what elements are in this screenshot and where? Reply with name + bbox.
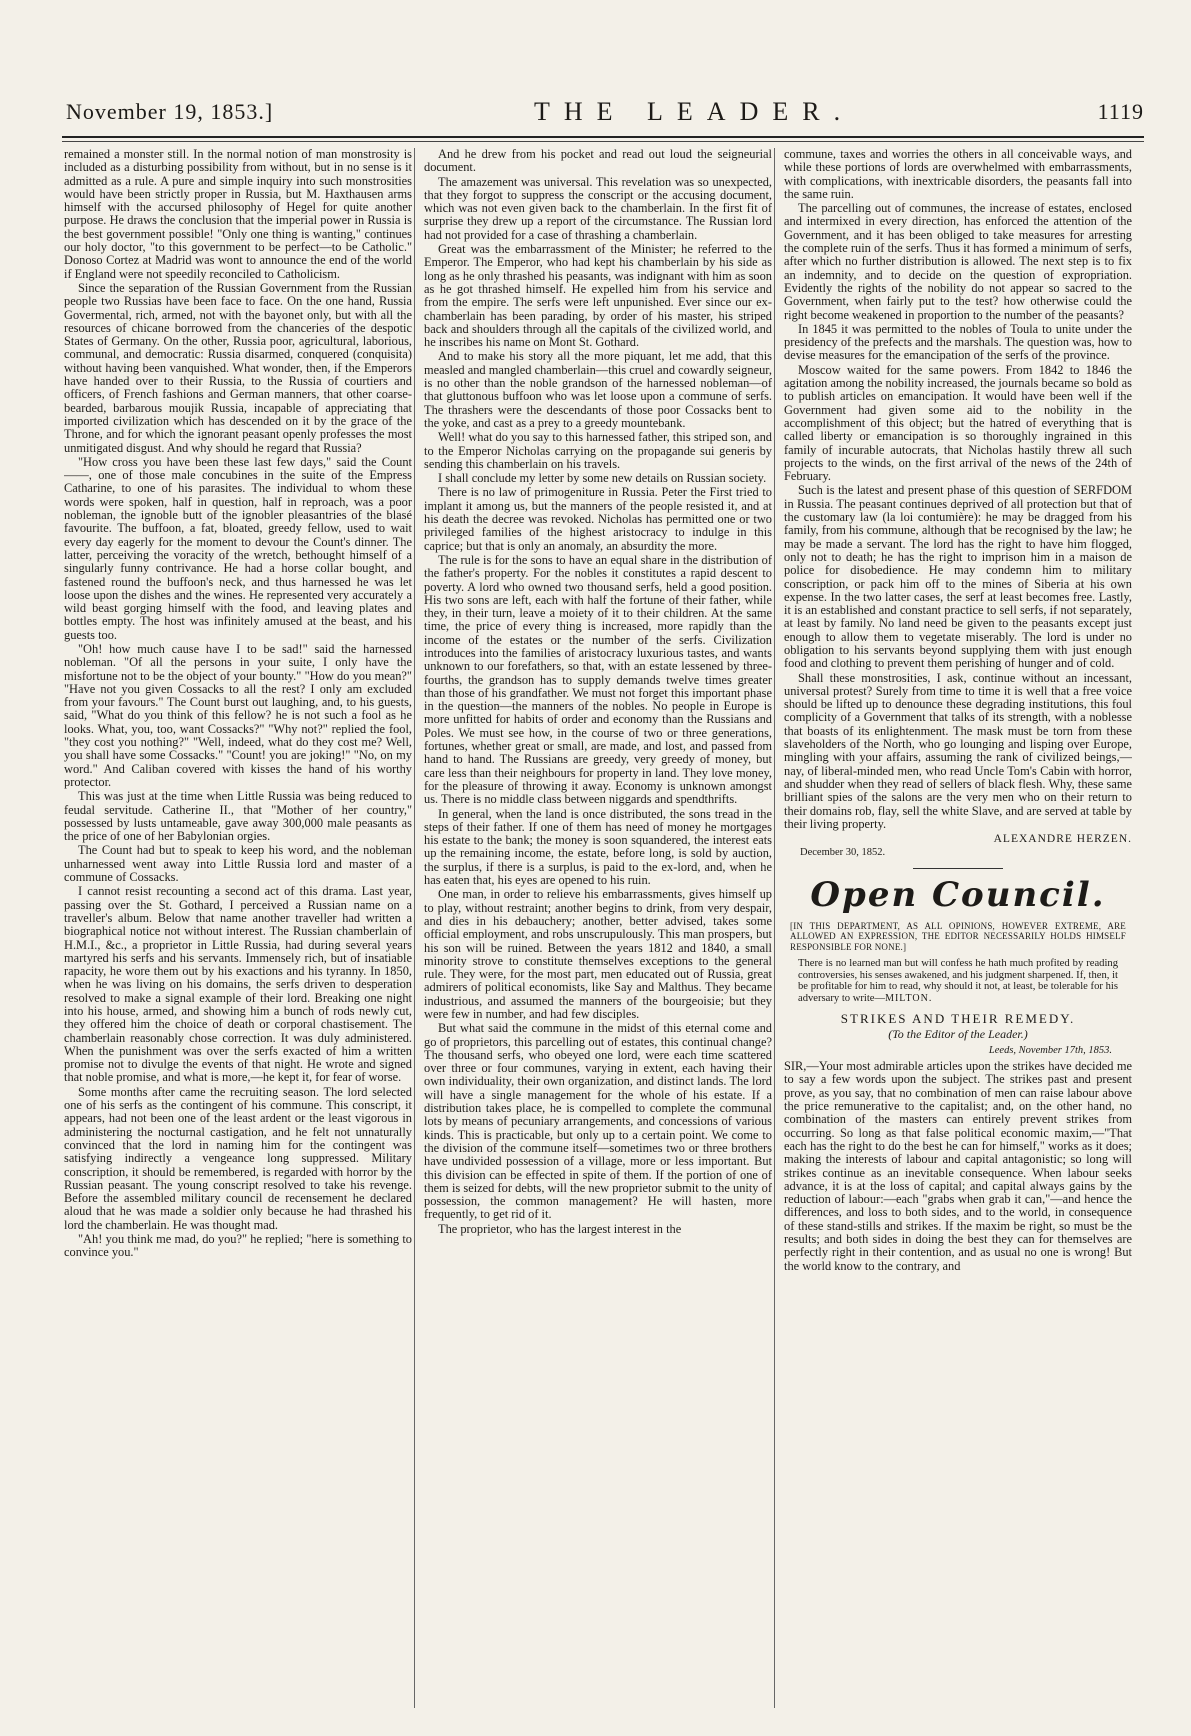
- paragraph: SIR,—Your most admirable articles upon the strikes have decided me to say a few words upon the subject. The strikes past and present prove, as you say, that no combination of men can raise labour above the price remunerative to the capitalist; and, on the other hand, no combination of the masters can entirely prevent strikes from occurring. So long as that false political economic maxim,—"That each has the right to do the best he can for himself," works as it does; making the interests of labour and capital antagonistic; so long will strikes continue as an inevitable consequence. When labour seeks advance, it is at the loss of capital; and capital always gains by the reduction of labour:—each "grabs when grab it can,"—and hence the differences, and loss to both sides, and to the world, in consequence of these stand-stills and strikes. If the maxim be right, so must be the results; and both sides in doing the best they can for themselves are perfectly right in their contention, and as usual no one is wrong! But the world know to the contrary, and: [784, 1059, 1132, 1273]
- paragraph: I shall conclude my letter by some new details on Russian society.: [438, 471, 767, 486]
- paragraph: Some months after came the recruiting season. The lord selected one of his serfs as the contingent of his commune. This conscript, it appears, had not been one of the least ardent or the least vigorous in administering the nocturnal castigation, and he felt not unnaturally convinced that the lord in naming him for the contingent was satisfying indirectly a vengeance long suppressed. Military conscription, it should be remembered, is regarded with horror by the Russian peasant. The young conscript resolved to take his revenge. Before the assembled military council de recensement he declared aloud that he was made a soldier only because he had thrashed his lord the chamberlain. He was thought mad.: [64, 1084, 412, 1232]
- paragraph: Shall these monstrosities, I ask, continue without an incessant, universal protest? Surely from time to time it is well that a free voice should be lifted up to denounce these degrading institutions, this foul complicity of a Government that talks of its strength, with a noblesse that boasts of its enlightenment. The mask must be torn from these slaveholders of the North, who go lounging and lisping over Europe, mingling with your affairs, assuming the rank of civilized beings,—nay, of liberal-minded men, who read Uncle Tom's Cabin with horror, and shudder when they read of sellers of black flesh. Why, these same brilliant spies of the salons are the very men who on their return to their domains rob, flay, sell the white Slave, and are served at table by their living property.: [784, 670, 1132, 831]
- paragraph: The amazement was universal. This revelation was so unexpected, that they forgot to suppress the conscript or the accusing document, which was not even given back to the chamberlain. In the first fit of surprise they drew up a report of the circumstance. The Russian lord had not provided for a case of thrashing a chamberlain.: [424, 174, 772, 242]
- strikes-subtitle: (To the Editor of the Leader.): [888, 1026, 1028, 1041]
- column-divider: [414, 148, 415, 1708]
- paragraph: remained a monster still. In the normal notion of man monstrosity is included as a disturbing possibility from without, but in no sense is it admitted as a rule. A pure and simple inquiry into such monstrosities would have been strictly proper in Russia, but M. Haxthausen arms himself with the accursed philosophy of Hegel for quite another purpose. He draws the conclusion that the imperial power in Russia is the best government possible! "Only one thing is wanting," continues our holy doctor, "to this government to be perfect—to be Catholic." Donoso Cortez at Madrid was wont to announce the end of the world if England were not speedily reconciled to Catholicism.: [64, 148, 412, 281]
- paragraph: Since the separation of the Russian Government from the Russian people two Russias have been face to face. On the one hand, Russia Govermental, rich, armed, not with the bayonet only, but with all the resources of chicane borrowed from the chanceries of the despotic States of Germany. On the other, Russia poor, agricultural, laborious, communal, and democratic: Russia disarmed, conquered (conquisita) without having been vanquished. What wonder, then, if the Emperors have handed over to their Russia, to the Russia of courtiers and officers, of French fashions and German manners, that other coarse-bearded, barbarous moujik Russia, incapable of appreciating that imported civilization which has descended on it by the grace of the Throne, and for which the ignorant peasant openly professes the most unmitigated disgust. And why should he regard that Russia?: [64, 280, 412, 455]
- paragraph: The rule is for the sons to have an equal share in the distribution of the father's property. For the nobles it constitutes a rapid descent to poverty. A lord who owned two thousand serfs, held a good position. His two sons are left, each with half the fortune of their father, while they, in their turn, leave a moiety of it to their children. At the same time, the price of every thing is increased, more rapidly than the income of the estates or the number of the serfs. Civilization introduces into the families of aristocracy luxurious tastes, and wants unknown to our forefathers, so that, with an estate lessened by three-fourths, the grandson has to supply demands twelve times greater than those of his grandfather. We must not forget this important phase in the question—the manners of the nobles. No people in Europe is more unfitted for habits of order and economy than the Russians and Poles. We must see how, in the course of two or three generations, fortunes, whether great or small, are made, and lost, and passed from hand to hand. The Russians are greedy, very greedy of money, but care less than their neighbours for property in land. They love money, for the pleasure of throwing it away. Economy is unknown amongst us. There is no middle class between niggards and spendthrifts.: [424, 552, 772, 807]
- milton-quote: [798, 958, 1118, 1004]
- column-3: [784, 148, 1132, 1708]
- page-number: 1119: [1097, 99, 1144, 124]
- signature-row: [784, 833, 1132, 846]
- section-rule: [913, 868, 1003, 869]
- paragraph: In 1845 it was permitted to the nobles of Toula to unite under the presidency of the prefects and the marshals. The question was, how to devise measures for the emancipation of the serfs of the province.: [784, 321, 1132, 363]
- paragraph: commune, taxes and worries the others in all conceivable ways, and while these portions of lords are overwhelmed with embarrassments, with complications, with inextricable disorders, the peasants fall into the same ruin.: [784, 148, 1132, 201]
- masthead-title: THE LEADER.: [534, 97, 855, 126]
- column-1: [64, 148, 412, 1708]
- paragraph: There is no law of primogeniture in Russia. Peter the First tried to implant it among us, but the manners of the people resisted it, and at his death the decree was revoked. Nicholas has permitted one or two privileged families of the highest aristocracy to indulge in this caprice; but that is only an anomaly, an absurdity the more.: [424, 485, 772, 553]
- author-signature: ALEXANDRE HERZEN.: [993, 833, 1132, 846]
- strikes-title: STRIKES AND THEIR REMEDY.: [840, 1011, 1076, 1027]
- issue-date: November 19, 1853.]: [66, 99, 274, 124]
- paragraph: I cannot resist recounting a second act of this drama. Last year, passing over the St. Gothard, I perceived a Russian name on a traveller's album. Below that name another traveller had written a biographical notice not without interest. The Russian chamberlain of H.M.I., &c., a proprietor in Little Russia, had during several years martyred his serfs and his servants. Immensely rich, but of insatiable rapacity, he wore them out by his exactions and his tyranny. In 1850, when he was living on his domains, the serfs driven to desperation resolved to make a signal example of their lord. Breaking one night into his house, armed, and showing him a bunch of rods newly cut, they offered him the choice of death or corporal chastisement. The chamberlain reasonably chose correction. It was duly administered. When the punishment was over the serfs exacted of him a written promise not to divulge the events of that night. He wrote and signed that noble promise, and what is more,—he kept it, for fear of worse.: [64, 884, 412, 1085]
- paragraph: "Ah! you think me mad, do you?" he replied; "here is something to convince you.": [64, 1232, 412, 1260]
- paragraph: And he drew from his pocket and read out loud the seigneurial document.: [424, 148, 772, 175]
- paragraph: The parcelling out of communes, the increase of estates, enclosed and intermixed in every direction, has enforced the attention of the Government, and it has been obliged to take measures for arresting the complete ruin of the serfs. Thus it has formed a minimum of serfs, after which no further distribution is allowed. The next step is to fix an indemnity, and to decide on the question of expropriation. Evidently the rights of the nobility do not appear so sacred to the Government, when fairly put to the test? how otherwise could the right become weakened in proportion to the number of the peasants?: [784, 201, 1132, 322]
- header-rule-thin: [62, 141, 1144, 142]
- paragraph: The Count had but to speak to keep his word, and the nobleman unharnessed went away into Little Russia lord and master of a commune of Cossacks.: [64, 843, 412, 885]
- paragraph: One man, in order to relieve his embarrassments, gives himself up to play, without restraint; another begins to drink, from very despair, and dies in his debauchery; another, better advised, takes some official employment, and robs unscrupulously. This man prospers, but his son will be ruined. Between the years 1812 and 1840, a small minority strove to constitute themselves exceptions to the general rule. They were, for the most part, men educated out of Russia, great admirers of political economists, like Say and Malthus. They became industrious, and assumed the manners of the bourgeoisie; but they were few in number, and had few disciples.: [424, 887, 772, 1021]
- column-2: [424, 148, 772, 1708]
- paragraph: Great was the embarrassment of the Minister; he referred to the Emperor. The Emperor, who had kept his chamberlain by his side as long as he only thrashed his peasants, was indignant with him as soon as he got thrashed himself. He expelled him from his service and from the empire. The serfs were left unpunished. Ever since our ex-chamberlain has been parading, by order of his master, his striped back and shoulders through all the capitals of the civilized world, and he inscribes his name on Mont St. Gothard.: [424, 242, 772, 350]
- paragraph: This was just at the time when Little Russia was being reduced to feudal servitude. Catherine II., that "Mother of her country," possessed by lusts untameable, gave away 300,000 male peasants as the price of one of her Babylonian orgies.: [64, 789, 412, 844]
- letter-date: December 30, 1852.: [800, 847, 886, 859]
- paragraph: "How cross you have been these last few days," said the Count ——, one of those male concubines in the suite of the Empress Catharine, to one of his parasites. The individual to whom these words were spoken, half in question, half in reproach, was a poor nobleman, the ignoble butt of the ignobler pleasantries of the blasé favourite. The buffoon, a fat, bloated, greedy fellow, used to wait every day eagerly for the moment to devour the Count's dinner. The latter, perceiving the voracity of the wretch, bethought himself of a singularly funny contrivance. He had a horse collar bought, and fastened round the buffoon's neck, and thus harnessed he was let loose upon the dishes and the wines. He represented very accurately a wild beast gorging himself with the food, and leaving plates and bottles empty. The host was infinitely amused at the beast, and his guests too.: [64, 454, 412, 642]
- paragraph: "Oh! how much cause have I to be sad!" said the harnessed nobleman. "Of all the persons in your suite, I only have the misfortune not to be the object of your bounty." "How do you mean?" "Have not you given Cossacks to all the rest? I only am excluded from your favours." The Count burst out laughing, and, to his guests, said, "What do you think of this fellow? he is not such a fool as he looks. What, you, too, want Cossacks?" "Why not?" replied the fool, "they cost you nothing?" "Well, indeed, what do they cost me? Well, you shall have some Cossacks." "Count! you are joking!" "No, on my word." And Caliban covered with kisses the hand of his worthy protector.: [64, 641, 412, 789]
- paragraph: The proprietor, who has the largest interest in the: [438, 1221, 682, 1236]
- strikes-dateline: Leeds, November 17th, 1853.: [988, 1044, 1112, 1056]
- paragraph: But what said the commune in the midst of this eternal come and go of proprietors, this parcelling out of estates, this continual change? The thousand serfs, who obeyed one lord, were each time scattered over three or four communes, varying in extent, each having their own individuality, their own organization, and distinct lands. The lord will have a single management for the whole of his estate. If a distribution takes place, he is compelled to complete the communal lots by means of pecuniary arrangements, and concessions of various kinds. This is practicable, but only up to a certain point. We come to the division of the commune itself—sometimes two or three brothers have undivided possession of a village, more or less important. But this division can be effected in spite of them. If the portion of one of them is seized for debts, will the new proprietor submit to the unity of possession, the common management? He will hasten, more frequently, to get rid of it.: [424, 1021, 772, 1222]
- header-rule: [62, 136, 1144, 138]
- quote-author: MILTON.: [885, 992, 933, 1004]
- page-header: [62, 93, 1144, 135]
- paragraph: Such is the latest and present phase of this question of SERFDOM in Russia. The peasant continues deprived of all protection but that of the customary law (la loi contumière): he may be dragged from his family, from his commune, although that be recognised by the law; he may be made a servant. The lord has the right to have him flogged, only not to death; he has the right to imprison him in a maison de police for disobedience. He may condemn him to military conscription, or pack him off to the mines of Siberia at his own expense. In the two latter cases, the serf at least becomes free. Lastly, it is an established and constant practice to sell serfs, if not separately, at least by family. No land need be given to the peasants except just enough to allow them to vegetate miserably. The lord is under no obligation to his servants beyond supplying them with just enough food and clothing to prevent them perishing of hunger and of cold.: [784, 483, 1132, 671]
- paragraph: And to make his story all the more piquant, let me add, that this measled and mangled chamberlain—this cruel and cowardly seigneur, is no other than the noble grandson of the harnessed nobleman—of that gluttonous buffoon who was let loose upon a commune of serfs. The thrashers were the descendants of those poor Cossacks bent to the yoke, and cast as a prey to a greedy mountebank.: [424, 349, 772, 430]
- column-divider: [774, 148, 775, 1708]
- paragraph: Moscow waited for the same powers. From 1842 to 1846 the agitation among the nobility increased, the journals became so bold as to publish articles on emancipation. It would have been well if the Government had given some aid to the nobility in the accomplishment of this object; but the hatred of everything that is called liberty or emancipation is so thoroughly ingrained in this family of incurable autocrats, that Nicholas hastily threw all such projects to the winds, on the first arrival of the news of the 24th of February.: [784, 362, 1132, 484]
- open-council-note: [IN THIS DEPARTMENT, AS ALL OPINIONS, HOWEVER EXTREME, ARE ALLOWED AN EXPRESSION, THE EDITOR NECESSARILY HOLDS HIMSELF RESPONSIBLE FOR NONE.]: [790, 920, 1126, 952]
- paragraph: In general, when the land is once distributed, the sons tread in the steps of their father. If one of them has need of money he mortgages his estate to the bank; the money is soon squandered, the interest eats up the remaining income, the estate, before long, is sold by auction, the surplus, if there is a surplus, is paid to the ex-lord, and, when he has eaten that, his eyes are opened to his ruin.: [424, 806, 772, 888]
- paragraph: Well! what do you say to this harnessed father, this striped son, and to the Emperor Nicholas carrying on the propagande sui generis by sending this chamberlain on his travels.: [424, 430, 772, 471]
- open-council-title: Open Council.: [810, 874, 1106, 915]
- quote-text: There is no learned man but will confess he hath much profited by reading controversies, his senses awakened, and his judgment sharpened. If, then, it be profitable for him to read, why should it not, at least, be tolerable for his adversary to write—: [798, 958, 1118, 1004]
